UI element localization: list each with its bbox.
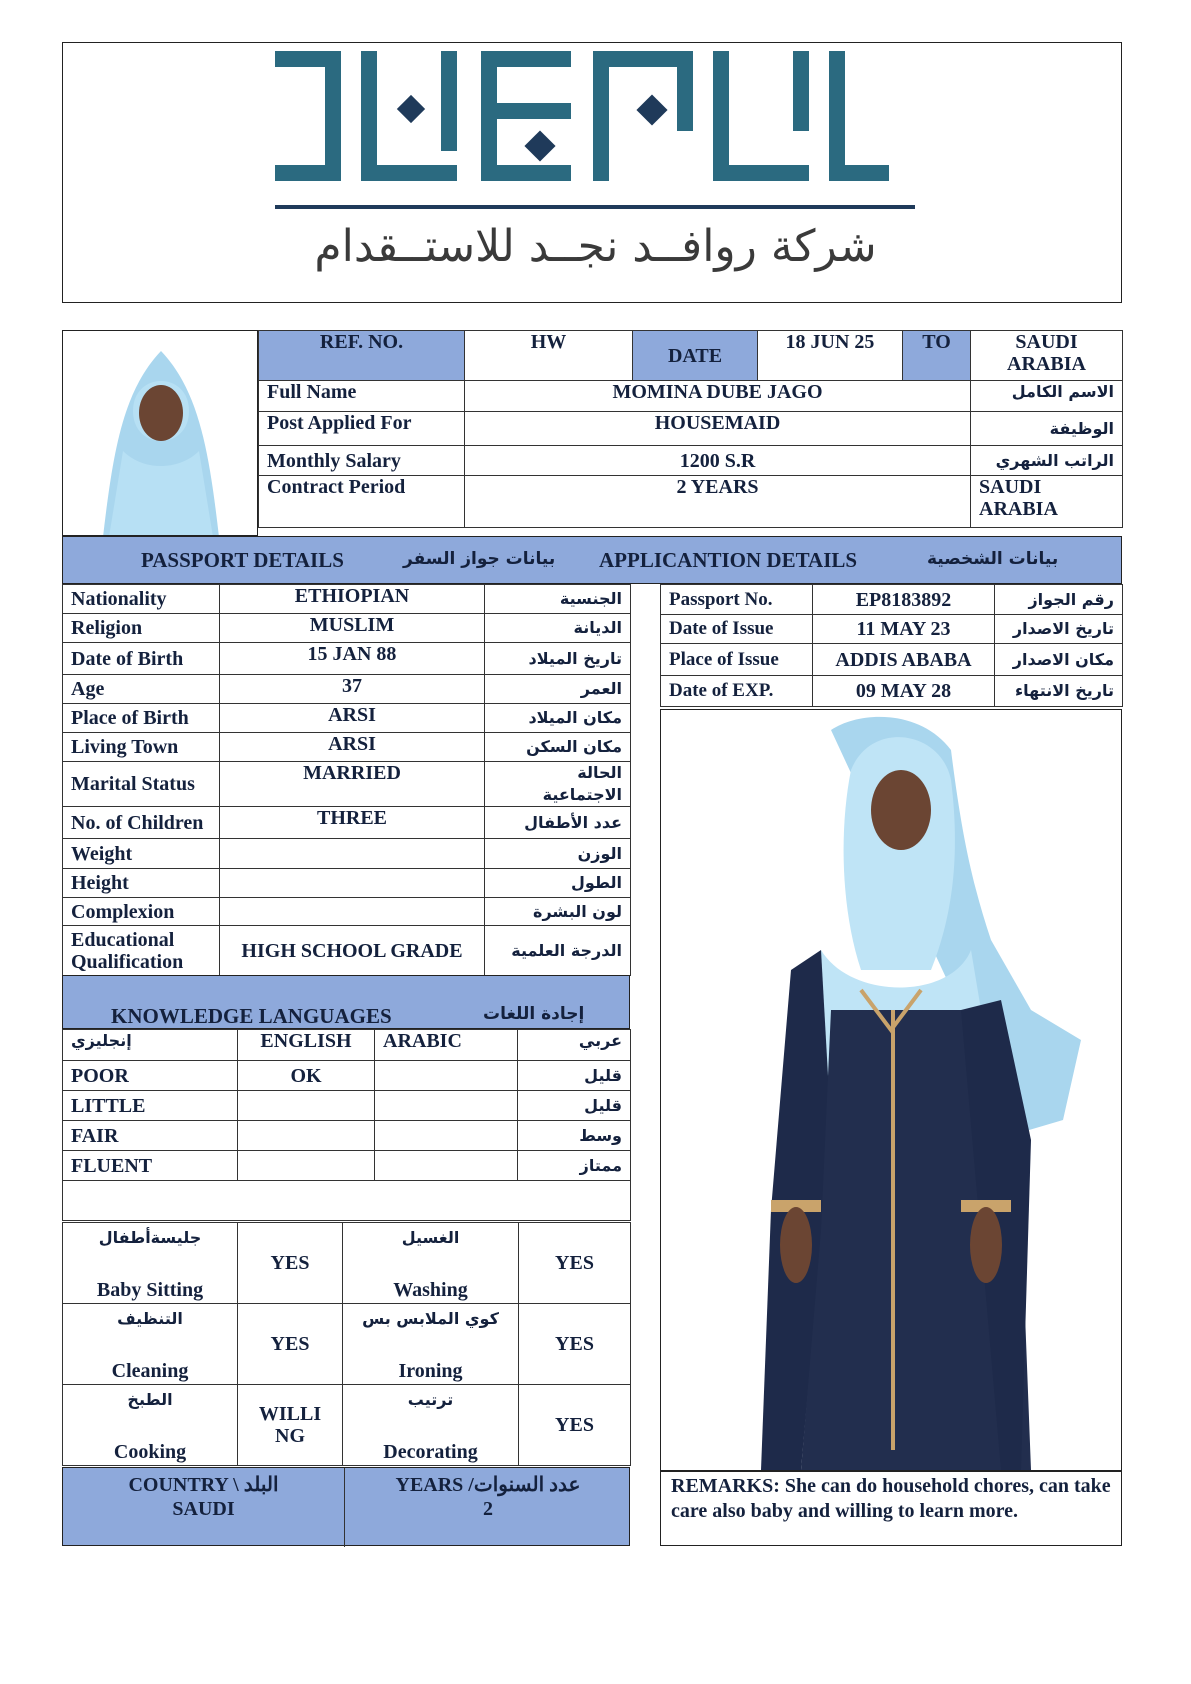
applicant-photo-small bbox=[62, 330, 258, 536]
monthly-salary-ar: الراتب الشهري bbox=[971, 446, 1123, 476]
languages-table bbox=[62, 1029, 631, 1221]
table-row bbox=[63, 704, 631, 733]
experience-country-label: COUNTRY \ البلد bbox=[128, 1474, 279, 1496]
table-row bbox=[661, 644, 1123, 676]
passport-label: Place of Issue bbox=[661, 644, 813, 676]
table-row bbox=[63, 869, 631, 898]
table-row bbox=[63, 1304, 631, 1385]
table-row bbox=[63, 733, 631, 762]
lang-arabic-value bbox=[375, 1151, 518, 1181]
personal-value bbox=[220, 839, 485, 869]
languages-title-ar: إجادة اللغات bbox=[483, 1004, 585, 1024]
lang-header-arabic: ARABIC bbox=[375, 1030, 518, 1061]
post-applied-value: HOUSEMAID bbox=[465, 412, 971, 446]
experience-box bbox=[62, 1467, 630, 1546]
passport-label: Date of EXP. bbox=[661, 676, 813, 707]
passport-details-title-ar: بيانات جواز السفر bbox=[403, 549, 556, 569]
full-name-ar: الاسم الكامل bbox=[971, 381, 1123, 412]
passport-details-title: PASSPORT DETAILS bbox=[141, 548, 344, 572]
personal-label-ar: الجنسية bbox=[485, 585, 631, 614]
monthly-salary-value: 1200 S.R bbox=[465, 446, 971, 476]
skill-label-ar: الطبخ bbox=[127, 1390, 173, 1409]
personal-label: Nationality bbox=[63, 585, 220, 614]
section-bar bbox=[62, 536, 1122, 584]
lang-header-english: ENGLISH bbox=[238, 1030, 375, 1061]
skill-label-ar: جليسةأطفال bbox=[98, 1228, 202, 1247]
lang-english-value bbox=[238, 1151, 375, 1181]
passport-details-table bbox=[660, 584, 1123, 707]
skills-table bbox=[62, 1222, 631, 1466]
to-value: SAUDI ARABIA bbox=[971, 331, 1123, 381]
experience-years-label: YEARS /عدد السنوات bbox=[395, 1474, 581, 1496]
table-row bbox=[63, 926, 631, 976]
skill-label: Cooking bbox=[113, 1441, 187, 1463]
lang-level: FAIR bbox=[63, 1121, 238, 1151]
personal-label: Place of Birth bbox=[63, 704, 220, 733]
contract-period-country: SAUDI ARABIA bbox=[971, 476, 1123, 528]
full-name-value: MOMINA DUBE JAGO bbox=[465, 381, 971, 412]
personal-label-ar: الدرجة العلمية bbox=[485, 926, 631, 976]
table-row bbox=[63, 898, 631, 926]
languages-spacer bbox=[63, 1181, 631, 1221]
passport-label: Date of Issue bbox=[661, 615, 813, 644]
lang-arabic-value bbox=[375, 1091, 518, 1121]
top-rows-table bbox=[258, 380, 1123, 528]
lang-level-ar: ممتاز bbox=[518, 1151, 631, 1181]
skill-value: YES bbox=[519, 1223, 631, 1304]
monthly-salary-label: Monthly Salary bbox=[259, 446, 465, 476]
table-row bbox=[63, 1061, 631, 1091]
personal-label-ar: تاريخ الميلاد bbox=[485, 643, 631, 675]
passport-value: 09 MAY 28 bbox=[813, 676, 995, 707]
personal-value: 37 bbox=[220, 675, 485, 704]
skill-label: Baby Sitting bbox=[96, 1279, 204, 1301]
skill-value: YES bbox=[238, 1223, 343, 1304]
languages-title: KNOWLEDGE LANGUAGES bbox=[111, 1004, 392, 1028]
skill-label-ar: كوي الملابس بس bbox=[362, 1309, 499, 1328]
skill-value: YES bbox=[519, 1304, 631, 1385]
table-row bbox=[63, 675, 631, 704]
skill-label-ar: التنظيف bbox=[117, 1309, 183, 1328]
personal-details-table bbox=[62, 584, 631, 976]
skill-value: WILLI NG bbox=[238, 1385, 343, 1466]
skill-label: Cleaning bbox=[111, 1360, 189, 1382]
personal-label-ar: مكان الميلاد bbox=[485, 704, 631, 733]
table-row bbox=[63, 839, 631, 869]
table-row bbox=[63, 643, 631, 675]
application-details-title: APPLICANTION DETAILS bbox=[599, 548, 858, 572]
personal-label-ar: العمر bbox=[485, 675, 631, 704]
passport-value: ADDIS ABABA bbox=[813, 644, 995, 676]
lang-level: POOR bbox=[63, 1061, 238, 1091]
personal-value: THREE bbox=[220, 807, 485, 839]
skill-cell bbox=[343, 1223, 519, 1304]
header-info-table bbox=[258, 330, 1123, 381]
date-label: DATE bbox=[633, 331, 758, 381]
personal-label: No. of Children bbox=[63, 807, 220, 839]
table-row bbox=[63, 762, 631, 807]
table-row bbox=[661, 615, 1123, 644]
skill-label: Washing bbox=[393, 1279, 468, 1301]
skill-cell bbox=[63, 1304, 238, 1385]
table-row bbox=[63, 1091, 631, 1121]
personal-label-ar: الحالة الاجتماعية bbox=[485, 762, 631, 807]
skill-label-ar: الغسيل bbox=[401, 1228, 460, 1247]
passport-value: EP8183892 bbox=[813, 585, 995, 615]
personal-label-ar: عدد الأطفال bbox=[485, 807, 631, 839]
post-applied-label: Post Applied For bbox=[259, 412, 465, 446]
personal-value: MUSLIM bbox=[220, 614, 485, 643]
application-details-title-ar: بيانات الشخصية bbox=[927, 549, 1059, 569]
personal-value: HIGH SCHOOL GRADE bbox=[220, 926, 485, 976]
passport-value: 11 MAY 23 bbox=[813, 615, 995, 644]
lang-header-english-ar: إنجليزي bbox=[63, 1030, 238, 1061]
skill-label: Decorating bbox=[383, 1441, 478, 1463]
personal-label: Age bbox=[63, 675, 220, 704]
personal-value: 15 JAN 88 bbox=[220, 643, 485, 675]
table-row bbox=[661, 676, 1123, 707]
ref-no-label: REF. NO. bbox=[259, 331, 465, 381]
personal-label: Complexion bbox=[63, 898, 220, 926]
personal-value: ARSI bbox=[220, 733, 485, 762]
personal-value bbox=[220, 869, 485, 898]
personal-label: Religion bbox=[63, 614, 220, 643]
experience-years-value: 2 bbox=[483, 1498, 493, 1520]
languages-title-bar bbox=[62, 975, 630, 1029]
lang-level: LITTLE bbox=[63, 1091, 238, 1121]
to-label: TO bbox=[903, 331, 971, 381]
full-name-label: Full Name bbox=[259, 381, 465, 412]
personal-label-ar: الوزن bbox=[485, 839, 631, 869]
personal-label: Educational Qualification bbox=[63, 926, 220, 976]
table-row bbox=[63, 614, 631, 643]
personal-value: ETHIOPIAN bbox=[220, 585, 485, 614]
personal-label-ar: الطول bbox=[485, 869, 631, 898]
passport-label-ar: تاريخ الاصدار bbox=[995, 615, 1123, 644]
skill-cell bbox=[63, 1223, 238, 1304]
table-row bbox=[63, 1385, 631, 1466]
personal-label-ar: الديانة bbox=[485, 614, 631, 643]
skill-value: YES bbox=[238, 1304, 343, 1385]
lang-arabic-value bbox=[375, 1061, 518, 1091]
table-row bbox=[63, 807, 631, 839]
passport-label-ar: رقم الجواز bbox=[995, 585, 1123, 615]
personal-label-ar: مكان السكن bbox=[485, 733, 631, 762]
personal-value: ARSI bbox=[220, 704, 485, 733]
date-value: 18 JUN 25 bbox=[758, 331, 903, 381]
skill-cell bbox=[63, 1385, 238, 1466]
skill-cell bbox=[343, 1304, 519, 1385]
lang-level-ar: قليل bbox=[518, 1061, 631, 1091]
post-applied-ar: الوظيفة bbox=[971, 412, 1123, 446]
personal-label-ar: لون البشرة bbox=[485, 898, 631, 926]
lang-english-value bbox=[238, 1121, 375, 1151]
personal-label: Height bbox=[63, 869, 220, 898]
skill-cell bbox=[343, 1385, 519, 1466]
personal-label: Weight bbox=[63, 839, 220, 869]
personal-label: Date of Birth bbox=[63, 643, 220, 675]
experience-country-value: SAUDI bbox=[172, 1498, 235, 1520]
table-row bbox=[661, 585, 1123, 615]
skill-label: Ironing bbox=[398, 1360, 463, 1382]
contract-period-value: 2 YEARS bbox=[465, 476, 971, 528]
skill-value: YES bbox=[519, 1385, 631, 1466]
applicant-photo-full bbox=[660, 709, 1122, 1471]
skill-label-ar: ترتيب bbox=[407, 1390, 454, 1409]
lang-english-value bbox=[238, 1091, 375, 1121]
lang-arabic-value bbox=[375, 1121, 518, 1151]
personal-label: Living Town bbox=[63, 733, 220, 762]
table-row bbox=[63, 1121, 631, 1151]
table-row bbox=[63, 1151, 631, 1181]
ref-no-value: HW bbox=[465, 331, 633, 381]
lang-level: FLUENT bbox=[63, 1151, 238, 1181]
personal-value bbox=[220, 898, 485, 926]
personal-value: MARRIED bbox=[220, 762, 485, 807]
table-row bbox=[63, 585, 631, 614]
remarks-box bbox=[660, 1471, 1122, 1546]
passport-label: Passport No. bbox=[661, 585, 813, 615]
contract-period-label: Contract Period bbox=[259, 476, 465, 528]
company-name-ar: شركة روافــد نجــد للاستــقدام bbox=[314, 221, 877, 272]
lang-level-ar: وسط bbox=[518, 1121, 631, 1151]
personal-label: Marital Status bbox=[63, 762, 220, 807]
lang-header-arabic-ar: عربي bbox=[518, 1030, 631, 1061]
lang-level-ar: قليل bbox=[518, 1091, 631, 1121]
remarks-text: REMARKS: She can do household chores, can take care also baby and willing to learn more. bbox=[671, 1475, 1111, 1522]
passport-label-ar: مكان الاصدار bbox=[995, 644, 1123, 676]
logo-header bbox=[62, 42, 1122, 303]
passport-label-ar: تاريخ الانتهاء bbox=[995, 676, 1123, 707]
lang-english-value: OK bbox=[238, 1061, 375, 1091]
table-row bbox=[63, 1223, 631, 1304]
